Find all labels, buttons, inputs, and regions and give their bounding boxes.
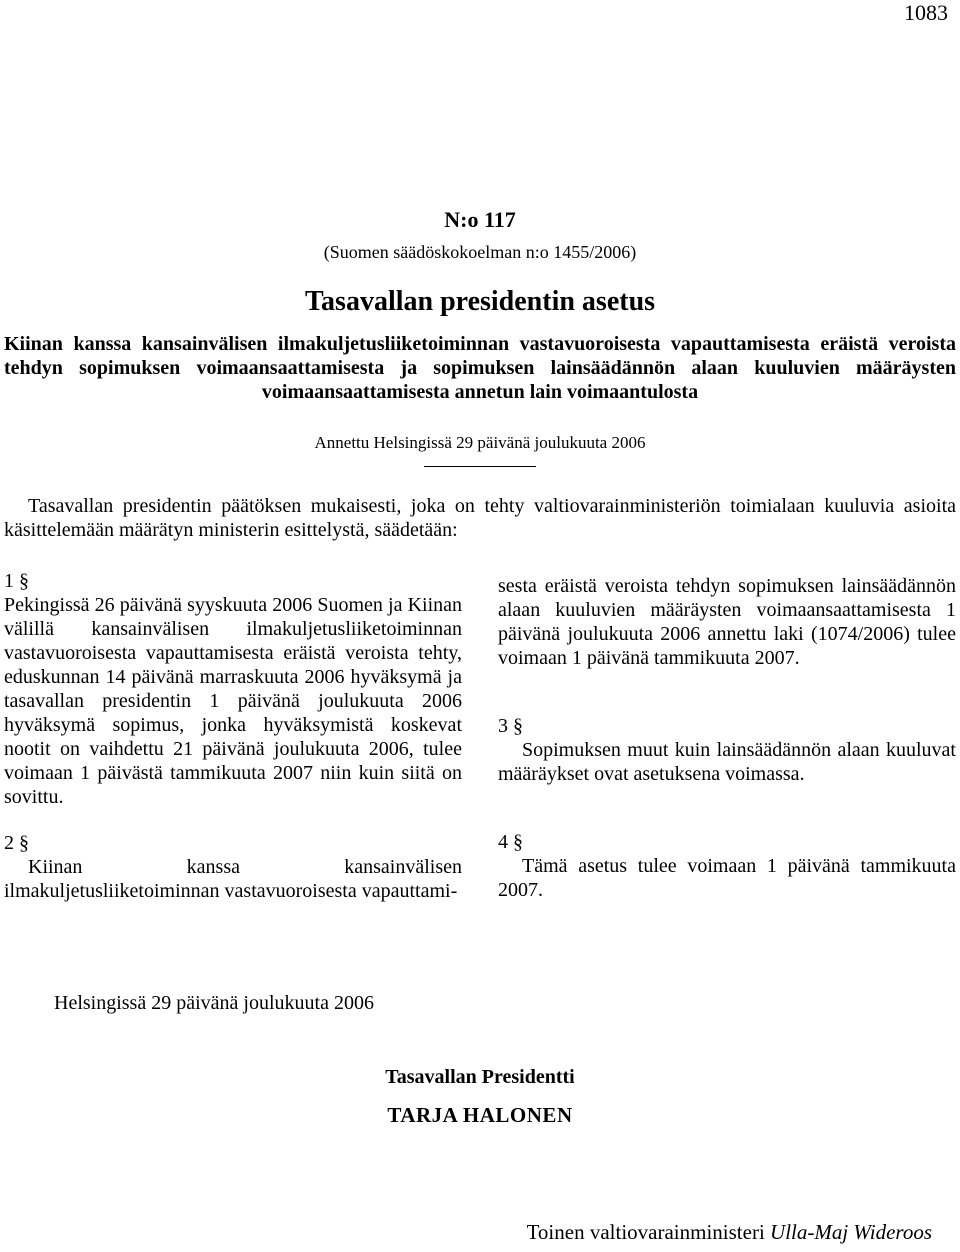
divider-rule	[424, 466, 536, 467]
section-4-heading: 4 §	[498, 831, 523, 853]
section-2-text-part1: Kiinan kanssa kansainvälisen ilmakuljetusliiketoiminnan vastavuoroisesta vapauttami-	[4, 856, 462, 902]
minister-name: Ulla-Maj Wideroos	[770, 1220, 932, 1244]
preamble: Tasavallan presidentin päätöksen mukaisesti, joka on tehty valtiovarainministeriön toimialaan kuuluvia asioita käsittelemään määrätyn ministerin esittelystä, säädetään:	[4, 495, 956, 541]
minister-signature	[527, 1220, 932, 1245]
collection-reference: (Suomen säädöskokoelman n:o 1455/2006)	[323, 242, 637, 262]
section-3-heading: 3 §	[498, 715, 523, 737]
right-column	[498, 574, 956, 902]
document-title: Tasavallan presidentin asetus	[304, 286, 656, 317]
section-4-text: Tämä asetus tulee voimaan 1 päivänä tammikuuta 2007.	[498, 855, 956, 901]
page-number: 1083	[904, 0, 948, 25]
section-3-text: Sopimuksen muut kuin lainsäädännön alaan kuuluvat määräykset ovat asetuksena voimassa.	[498, 739, 956, 785]
place-and-date: Helsingissä 29 päivänä joulukuuta 2006	[54, 992, 374, 1014]
section-1-heading: 1 §	[4, 570, 29, 592]
left-column	[4, 569, 462, 903]
section-2-heading: 2 §	[4, 832, 29, 854]
section-2-text-part2: sesta eräistä veroista tehdyn sopimuksen lainsäädännön alaan kuuluvien määräysten voimaansaattamisesta 1 päivänä joulukuuta 2006 annettu laki (1074/2006) tulee voimaan 1 päivänä tammikuuta 2007.	[498, 575, 956, 669]
minister-title: Toinen valtiovarainministeri	[526, 1220, 765, 1244]
document-long-title: Kiinan kanssa kansainvälisen ilmakuljetusliiketoiminnan vastavuoroisesta vapauttamisesta eräistä veroista tehdyn sopimuksen voimaansaattamisesta ja sopimuksen lainsäädännön alaan kuuluvien määräysten voimaansaattamisesta annetun lain voimaantulosta	[4, 333, 956, 403]
section-1-text: Pekingissä 26 päivänä syyskuuta 2006 Suomen ja Kiinan välillä kansainvälisen ilmakuljetusliiketoiminnan vastavuoroisesta vapauttamisesta eräistä veroista tehty, eduskunnan 14 päivänä marraskuuta 2006 hyväksymä ja tasavallan presidentin 1 päivänä joulukuuta 2006 hyväksymä sopimus, jonka hyväksymistä koskevat nootit on vaihdettu 21 päivänä joulukuuta 2006, tulee voimaan 1 päivästä tammikuuta 2007 niin kuin siitä on sovittu.	[4, 594, 462, 808]
president-title: Tasavallan Presidentti	[385, 1066, 575, 1088]
statute-number: N:o 117	[444, 207, 516, 232]
president-name: TARJA HALONEN	[387, 1103, 573, 1127]
issued-date: Annettu Helsingissä 29 päivänä joulukuuta 2006	[314, 433, 646, 452]
